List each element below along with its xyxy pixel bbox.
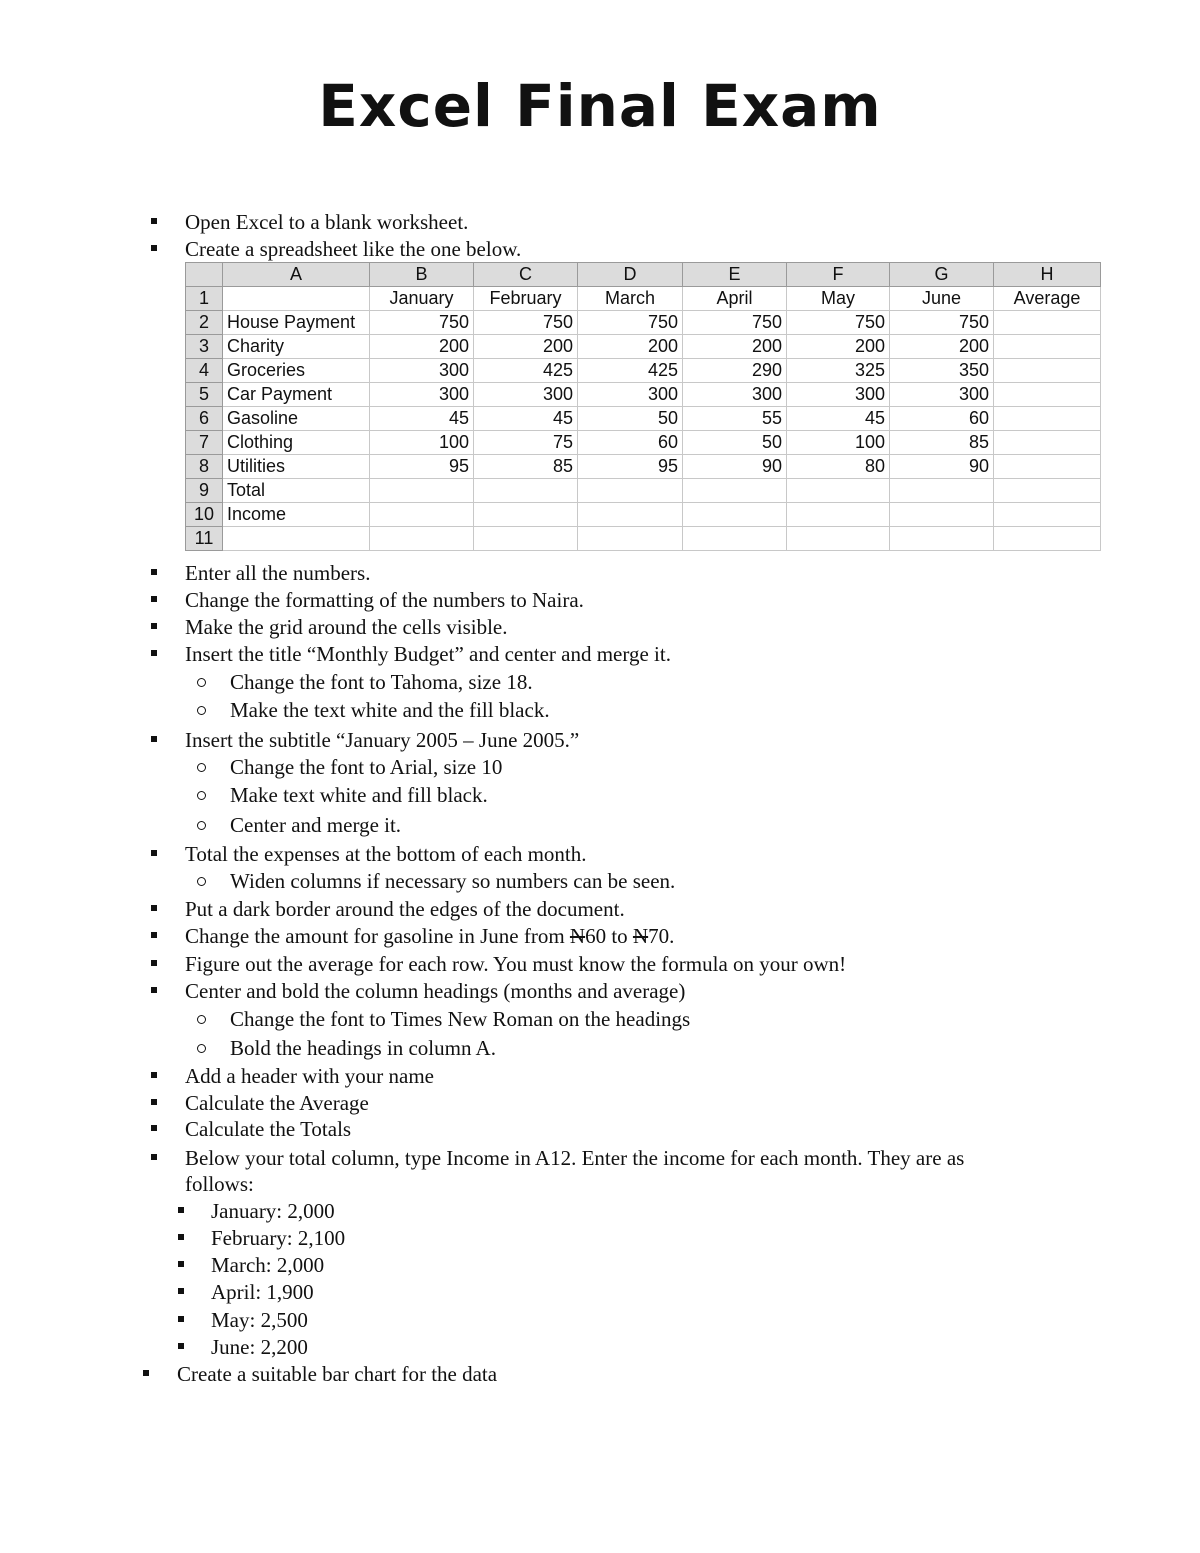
instruction-subtitle-merge: Center and merge it.: [230, 813, 402, 837]
income-february: February: 2,100: [211, 1226, 346, 1250]
sub-bullet-marker: [197, 1015, 206, 1024]
bullet-marker: [151, 960, 157, 966]
row-number: 3: [186, 335, 223, 359]
instruction-add-header: Add a header with your name: [185, 1064, 434, 1088]
table-row: [186, 527, 1101, 551]
value-cell: [683, 527, 787, 551]
value-cell: 300: [370, 359, 474, 383]
table-row: [186, 383, 1101, 407]
value-cell: 60: [578, 431, 683, 455]
bullet-marker: [178, 1234, 184, 1240]
value-cell: 350: [890, 359, 994, 383]
bullet-marker: [151, 1154, 157, 1160]
value-cell: 300: [578, 383, 683, 407]
row-label-cell: Charity: [223, 335, 370, 359]
value-cell: [787, 527, 890, 551]
page-title: Excel Final Exam: [318, 72, 882, 140]
instruction-title-fill: Make the text white and the fill black.: [230, 698, 550, 722]
bullet-marker: [178, 1261, 184, 1267]
column-letter: A: [223, 263, 370, 287]
spreadsheet-table: [185, 262, 1101, 551]
header-cell: Average: [994, 287, 1101, 311]
value-cell: 100: [370, 431, 474, 455]
header-cell: April: [683, 287, 787, 311]
naira-symbol: N: [569, 924, 586, 948]
value-cell: [683, 503, 787, 527]
instruction-center-bold: Center and bold the column headings (months and average): [185, 979, 686, 1003]
row-number: 8: [186, 455, 223, 479]
bullet-marker: [151, 1125, 157, 1131]
naira-symbol: N: [632, 924, 649, 948]
value-cell: 750: [370, 311, 474, 335]
value-cell: [787, 479, 890, 503]
table-row: [186, 311, 1101, 335]
average-cell: [994, 503, 1101, 527]
value-cell: [683, 479, 787, 503]
instruction-grid-visible: Make the grid around the cells visible.: [185, 615, 508, 639]
value-cell: 80: [787, 455, 890, 479]
table-row: [186, 287, 1101, 311]
value-cell: [474, 503, 578, 527]
value-cell: 300: [787, 383, 890, 407]
value-cell: 300: [683, 383, 787, 407]
sub-bullet-marker: [197, 763, 206, 772]
value-cell: [578, 503, 683, 527]
value-cell: 85: [474, 455, 578, 479]
sub-bullet-marker: [197, 877, 206, 886]
value-cell: 200: [683, 335, 787, 359]
header-cell: June: [890, 287, 994, 311]
header-cell: May: [787, 287, 890, 311]
bullet-marker: [151, 987, 157, 993]
instruction-calc-average: Calculate the Average: [185, 1091, 369, 1115]
gasoline-middle: to: [606, 924, 633, 948]
bullet-marker: [178, 1288, 184, 1294]
value-cell: [474, 527, 578, 551]
row-number: 9: [186, 479, 223, 503]
instruction-widen-columns: Widen columns if necessary so numbers can be seen.: [230, 869, 676, 893]
value-cell: 300: [890, 383, 994, 407]
gasoline-prefix: Change the amount for gasoline in June from: [185, 924, 570, 948]
value-cell: 90: [683, 455, 787, 479]
bullet-marker: [151, 623, 157, 629]
instruction-bar-chart: Create a suitable bar chart for the data: [177, 1362, 498, 1386]
value-cell: [890, 479, 994, 503]
column-header-row: [186, 263, 1101, 287]
value-cell: 75: [474, 431, 578, 455]
value-cell: [370, 479, 474, 503]
column-letter: F: [787, 263, 890, 287]
value-cell: 750: [474, 311, 578, 335]
value-cell: 85: [890, 431, 994, 455]
row-label-cell: [223, 527, 370, 551]
instruction-bold-col-a: Bold the headings in column A.: [230, 1036, 496, 1060]
column-letter: E: [683, 263, 787, 287]
average-cell: [994, 359, 1101, 383]
value-cell: 200: [890, 335, 994, 359]
value-cell: 425: [578, 359, 683, 383]
income-march: March: 2,000: [211, 1253, 325, 1277]
row-label-cell: Utilities: [223, 455, 370, 479]
value-cell: [787, 503, 890, 527]
bullet-marker: [178, 1343, 184, 1349]
row-label-cell: Clothing: [223, 431, 370, 455]
value-cell: 425: [474, 359, 578, 383]
value-cell: 325: [787, 359, 890, 383]
row-number: 5: [186, 383, 223, 407]
column-letter: B: [370, 263, 474, 287]
bullet-marker: [151, 1099, 157, 1105]
column-letter: D: [578, 263, 683, 287]
instruction-subtitle-font: Change the font to Arial, size 10: [230, 755, 503, 779]
column-letter: C: [474, 263, 578, 287]
table-row: [186, 503, 1101, 527]
value-cell: 60: [890, 407, 994, 431]
value-cell: 90: [890, 455, 994, 479]
bullet-marker: [178, 1316, 184, 1322]
value-cell: 45: [787, 407, 890, 431]
bullet-marker: [151, 1072, 157, 1078]
instruction-average-row: Figure out the average for each row. You must know the formula on your own!: [185, 952, 847, 976]
instruction-format-naira: Change the formatting of the numbers to Naira.: [185, 588, 584, 612]
value-cell: 200: [370, 335, 474, 359]
value-cell: [370, 503, 474, 527]
header-cell: February: [474, 287, 578, 311]
bullet-marker: [151, 736, 157, 742]
average-cell: [994, 527, 1101, 551]
header-cell: March: [578, 287, 683, 311]
value-cell: 50: [683, 431, 787, 455]
sub-bullet-marker: [197, 821, 206, 830]
table-row: [186, 431, 1101, 455]
instruction-title-font: Change the font to Tahoma, size 18.: [230, 670, 533, 694]
row-number: 7: [186, 431, 223, 455]
value-cell: 750: [787, 311, 890, 335]
sub-bullet-marker: [197, 678, 206, 687]
instruction-gasoline-change: [185, 923, 674, 949]
value-cell: 200: [474, 335, 578, 359]
row-label-cell: Income: [223, 503, 370, 527]
value-cell: 750: [890, 311, 994, 335]
value-cell: 200: [787, 335, 890, 359]
average-cell: [994, 431, 1101, 455]
header-cell: January: [370, 287, 474, 311]
row-label-cell: Total: [223, 479, 370, 503]
income-january: January: 2,000: [211, 1199, 335, 1223]
bullet-marker: [151, 218, 157, 224]
average-cell: [994, 455, 1101, 479]
income-may: May: 2,500: [211, 1308, 308, 1332]
column-letter: G: [890, 263, 994, 287]
table-row: [186, 407, 1101, 431]
value-cell: 45: [474, 407, 578, 431]
value-cell: 55: [683, 407, 787, 431]
value-cell: 200: [578, 335, 683, 359]
income-june: June: 2,200: [211, 1335, 308, 1359]
instruction-income-line2: follows:: [185, 1172, 254, 1196]
instruction-subtitle-fill: Make text white and fill black.: [230, 783, 488, 807]
row-label-cell: Car Payment: [223, 383, 370, 407]
instruction-calc-totals: Calculate the Totals: [185, 1117, 352, 1141]
value-cell: [890, 527, 994, 551]
row-number: 4: [186, 359, 223, 383]
value-cell: [578, 479, 683, 503]
value-cell: 300: [474, 383, 578, 407]
value-cell: 50: [578, 407, 683, 431]
bullet-marker: [151, 650, 157, 656]
bullet-marker: [178, 1207, 184, 1213]
average-cell: [994, 383, 1101, 407]
value-cell: [578, 527, 683, 551]
average-cell: [994, 479, 1101, 503]
value-cell: [890, 503, 994, 527]
bullet-marker: [151, 596, 157, 602]
value-cell: [474, 479, 578, 503]
instruction-headings-font: Change the font to Times New Roman on the headings: [230, 1007, 691, 1031]
table-row: [186, 359, 1101, 383]
value-cell: 95: [578, 455, 683, 479]
row-label-cell: Groceries: [223, 359, 370, 383]
row-label-cell: House Payment: [223, 311, 370, 335]
bullet-marker: [143, 1370, 149, 1376]
bullet-marker: [151, 905, 157, 911]
value-cell: 750: [683, 311, 787, 335]
instruction-create-spreadsheet: Create a spreadsheet like the one below.: [185, 237, 522, 261]
gasoline-from-value: 60: [585, 924, 607, 948]
instruction-dark-border: Put a dark border around the edges of the document.: [185, 897, 625, 921]
table-row: [186, 455, 1101, 479]
sub-bullet-marker: [197, 791, 206, 800]
bullet-marker: [151, 569, 157, 575]
average-cell: [994, 335, 1101, 359]
row-number: 2: [186, 311, 223, 335]
instruction-insert-subtitle: Insert the subtitle “January 2005 – June 2005.”: [185, 728, 580, 752]
bullet-marker: [151, 245, 157, 251]
row-number: 6: [186, 407, 223, 431]
header-cell: [223, 287, 370, 311]
value-cell: [370, 527, 474, 551]
average-cell: [994, 311, 1101, 335]
table-row: [186, 335, 1101, 359]
bullet-marker: [151, 850, 157, 856]
sub-bullet-marker: [197, 1044, 206, 1053]
average-cell: [994, 407, 1101, 431]
value-cell: 100: [787, 431, 890, 455]
instruction-total-expenses: Total the expenses at the bottom of each month.: [185, 842, 587, 866]
value-cell: 45: [370, 407, 474, 431]
instruction-insert-title: Insert the title “Monthly Budget” and center and merge it.: [185, 642, 671, 666]
row-number: 1: [186, 287, 223, 311]
instruction-enter-numbers: Enter all the numbers.: [185, 561, 371, 585]
value-cell: 300: [370, 383, 474, 407]
value-cell: 750: [578, 311, 683, 335]
sheet-corner: [186, 263, 223, 287]
bullet-marker: [151, 932, 157, 938]
row-number: 10: [186, 503, 223, 527]
income-april: April: 1,900: [211, 1280, 314, 1304]
table-row: [186, 479, 1101, 503]
row-label-cell: Gasoline: [223, 407, 370, 431]
gasoline-to-value: 70.: [648, 924, 675, 948]
instruction-income-line1: Below your total column, type Income in A12. Enter the income for each month. They are as: [185, 1146, 965, 1170]
row-number: 11: [186, 527, 223, 551]
value-cell: 290: [683, 359, 787, 383]
instruction-open-excel: Open Excel to a blank worksheet.: [185, 210, 469, 234]
sub-bullet-marker: [197, 706, 206, 715]
value-cell: 95: [370, 455, 474, 479]
column-letter: H: [994, 263, 1101, 287]
